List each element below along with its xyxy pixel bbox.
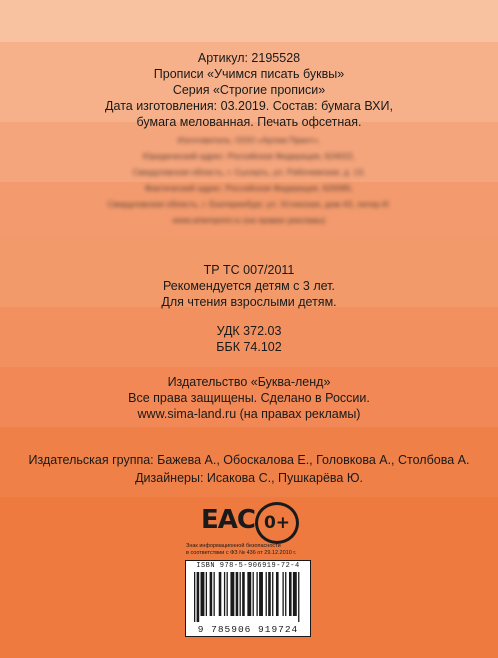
rights-statement: Все права защищены. Сделано в России. bbox=[128, 391, 370, 405]
blurred-line: Юридический адрес: Российская Федерация, 624022, bbox=[142, 151, 356, 161]
note-line: Знак информационной безопасности bbox=[186, 543, 281, 549]
barcode-bar bbox=[276, 572, 279, 616]
publisher-name: Издательство «Буква-ленд» bbox=[167, 375, 331, 389]
barcode-bar bbox=[247, 572, 251, 616]
barcode-bar bbox=[214, 572, 215, 616]
barcode-bar bbox=[201, 572, 205, 616]
barcode-bar bbox=[268, 572, 271, 616]
barcode-bars bbox=[194, 572, 302, 622]
publisher-website: www.sima-land.ru (на правах рекламы) bbox=[137, 407, 361, 421]
barcode-bar bbox=[242, 572, 245, 616]
bbk-code: ББК 74.102 bbox=[216, 340, 282, 354]
udk-code: УДК 372.03 bbox=[216, 324, 282, 338]
barcode-bar bbox=[206, 572, 207, 616]
barcode-bar bbox=[266, 572, 267, 616]
tech-regulation: ТР ТС 007/2011 bbox=[203, 263, 295, 277]
barcode-bar bbox=[230, 572, 234, 616]
blurred-line: Изготовитель: ООО «Артем Принт». bbox=[177, 135, 321, 145]
editorial-group: Издательская группа: Бажева А., Обоскалова Е., Головкова А., Столбова А. bbox=[28, 453, 470, 467]
isbn-number: ISBN 978-5-906919-72-4 bbox=[196, 562, 300, 570]
barcode-bar bbox=[253, 572, 254, 616]
blurred-line: Фактический адрес: Российская Федерация, 620085, bbox=[144, 183, 354, 193]
barcode-bar bbox=[197, 572, 200, 622]
eac-mark: EAC bbox=[201, 505, 255, 535]
series-name: Серия «Строгие прописи» bbox=[172, 83, 326, 97]
ean-number: 9 785906 919724 bbox=[197, 624, 299, 635]
designers: Дизайнеры: Исакова С., Пушкарёва Ю. bbox=[135, 471, 363, 485]
barcode-bar bbox=[236, 572, 239, 616]
barcode-bar bbox=[240, 572, 241, 616]
manufacturer-info-blurred bbox=[0, 132, 498, 228]
colophon-block bbox=[0, 50, 498, 130]
standards-block bbox=[0, 262, 498, 310]
age-recommendation: Рекомендуется детям с 3 лет. bbox=[163, 279, 335, 293]
paper-info: бумага мелованная. Печать офсетная. bbox=[136, 115, 362, 129]
publisher-block bbox=[0, 374, 498, 422]
barcode-bar bbox=[289, 572, 292, 616]
production-info: Дата изготовления: 03.2019. Состав: бумага ВХИ, bbox=[105, 99, 393, 113]
barcode-bar bbox=[293, 572, 297, 616]
info-safety-note bbox=[186, 543, 316, 557]
blurred-line: Свердловская область, г. Екатеринбург, ул. Устинская, дом 43, литер И. bbox=[107, 199, 391, 209]
barcode-bar bbox=[272, 572, 273, 616]
blurred-line: www.artemprint.ru (на правах рекламы) bbox=[172, 215, 326, 225]
note-line: в соответствии с ФЗ № 436 от 29.12.2010 г. bbox=[186, 550, 297, 556]
barcode-bar bbox=[194, 572, 195, 622]
barcode-bar bbox=[227, 572, 228, 616]
barcode-bar bbox=[259, 572, 263, 616]
blurred-line: Свердловская область, г. Сысерть, ул. Рабочемская, д. 13. bbox=[132, 167, 366, 177]
barcode-bar bbox=[224, 572, 225, 616]
band bbox=[0, 0, 498, 42]
barcode-bar bbox=[298, 572, 299, 622]
barcode-bar bbox=[282, 572, 283, 616]
credits-block bbox=[0, 451, 498, 487]
barcode-bar bbox=[219, 572, 222, 616]
barcode bbox=[185, 560, 311, 637]
adult-reading-note: Для чтения взрослыми детям. bbox=[161, 295, 337, 309]
barcode-bar bbox=[285, 572, 286, 616]
barcode-bar bbox=[256, 572, 257, 616]
book-title: Прописи «Учимся писать буквы» bbox=[153, 67, 345, 81]
article-number: Артикул: 2195528 bbox=[197, 51, 301, 65]
classification-block bbox=[0, 323, 498, 355]
age-rating-badge: 0+ bbox=[255, 502, 299, 544]
barcode-bar bbox=[210, 572, 213, 616]
